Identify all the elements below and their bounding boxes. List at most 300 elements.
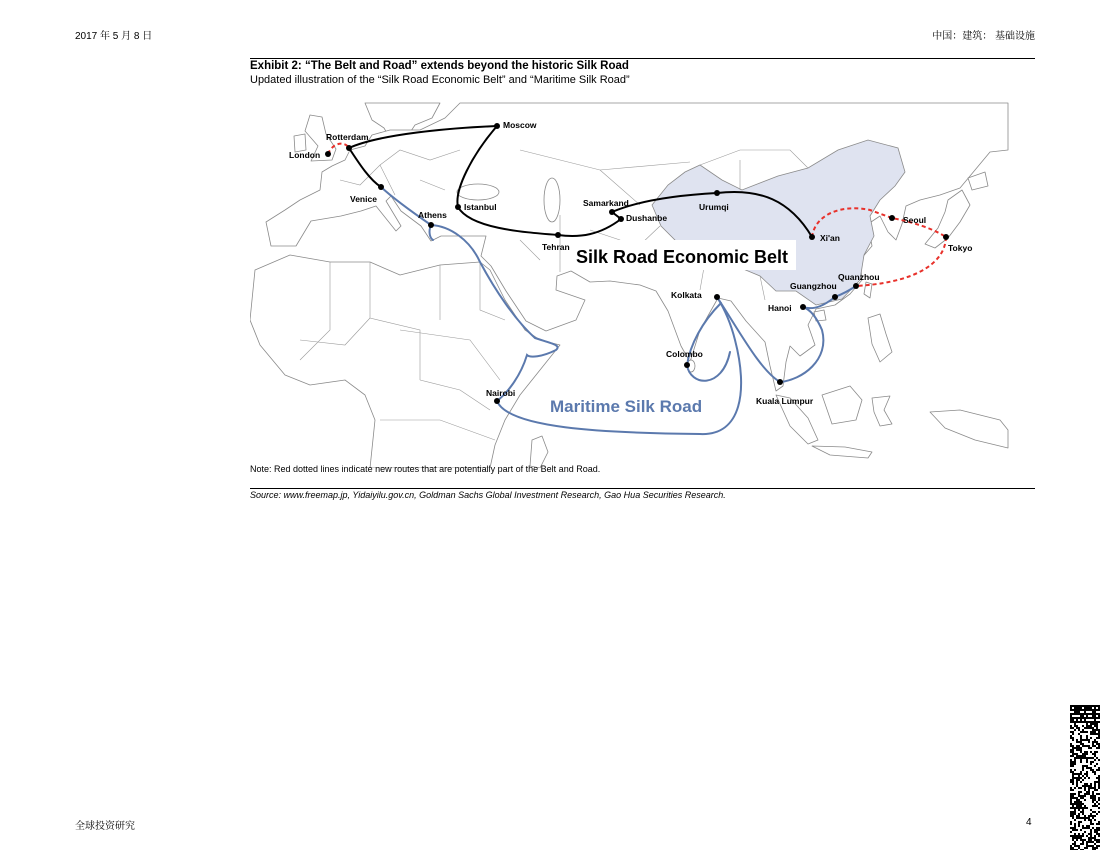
- qr-module: [1082, 725, 1084, 727]
- qr-module: [1076, 781, 1078, 783]
- page-number: 4: [1026, 817, 1032, 828]
- qr-module: [1080, 759, 1082, 761]
- qr-module: [1082, 739, 1084, 741]
- qr-module: [1078, 823, 1080, 825]
- qr-module: [1084, 819, 1086, 821]
- qr-module: [1080, 719, 1082, 721]
- qr-module: [1094, 811, 1096, 813]
- city-dot-samarkand: [609, 209, 615, 215]
- city-label-kolkata: Kolkata: [671, 290, 702, 300]
- qr-module: [1086, 753, 1088, 755]
- qr-module: [1086, 715, 1088, 717]
- qr-module: [1070, 715, 1072, 717]
- qr-module: [1096, 831, 1098, 833]
- qr-module: [1076, 745, 1078, 747]
- qr-module: [1084, 709, 1086, 711]
- qr-module: [1092, 717, 1094, 719]
- qr-module: [1076, 747, 1078, 749]
- qr-module: [1078, 795, 1080, 797]
- city-label-dushanbe: Dushanbe: [626, 213, 668, 223]
- qr-module: [1084, 807, 1086, 809]
- qr-module: [1096, 813, 1098, 815]
- qr-module: [1070, 705, 1072, 707]
- qr-module: [1084, 827, 1086, 829]
- qr-module: [1078, 709, 1080, 711]
- qr-module: [1090, 731, 1092, 733]
- qr-module: [1094, 709, 1096, 711]
- qr-module: [1072, 837, 1074, 839]
- qr-module: [1070, 751, 1072, 753]
- qr-module: [1076, 777, 1078, 779]
- qr-module: [1072, 815, 1074, 817]
- qr-module: [1072, 779, 1074, 781]
- qr-module: [1084, 751, 1086, 753]
- qr-module: [1080, 843, 1082, 845]
- qr-module: [1078, 727, 1080, 729]
- qr-module: [1094, 789, 1096, 791]
- qr-module: [1078, 729, 1080, 731]
- qr-module: [1088, 777, 1090, 779]
- maritime-silk-road-label: Maritime Silk Road: [550, 397, 703, 416]
- qr-module: [1074, 837, 1076, 839]
- qr-module: [1078, 837, 1080, 839]
- qr-module: [1084, 707, 1086, 709]
- qr-module: [1070, 761, 1072, 763]
- qr-module: [1070, 813, 1072, 815]
- qr-module: [1090, 785, 1092, 787]
- header-date: 2017 年 5 月 8 日: [75, 31, 153, 42]
- qr-module: [1092, 711, 1094, 713]
- qr-module: [1072, 803, 1074, 805]
- qr-code: [1070, 705, 1100, 850]
- qr-module: [1082, 807, 1084, 809]
- qr-module: [1070, 801, 1072, 803]
- qr-module: [1072, 813, 1074, 815]
- city-dot-nairobi: [494, 398, 500, 404]
- qr-module: [1072, 775, 1074, 777]
- qr-module: [1094, 803, 1096, 805]
- qr-module: [1082, 755, 1084, 757]
- qr-module: [1078, 775, 1080, 777]
- qr-module: [1080, 791, 1082, 793]
- qr-module: [1096, 801, 1098, 803]
- qr-module: [1088, 817, 1090, 819]
- qr-module: [1096, 713, 1098, 715]
- qr-module: [1080, 807, 1082, 809]
- qr-module: [1076, 713, 1078, 715]
- qr-module: [1072, 731, 1074, 733]
- qr-module: [1092, 799, 1094, 801]
- qr-module: [1092, 793, 1094, 795]
- qr-module: [1072, 719, 1074, 721]
- qr-module: [1072, 751, 1074, 753]
- qr-module: [1084, 805, 1086, 807]
- qr-module: [1072, 847, 1074, 849]
- qr-module: [1086, 783, 1088, 785]
- qr-module: [1080, 771, 1082, 773]
- qr-module: [1070, 787, 1072, 789]
- qr-module: [1080, 705, 1082, 707]
- qr-module: [1088, 827, 1090, 829]
- qr-module: [1092, 729, 1094, 731]
- qr-module: [1072, 829, 1074, 831]
- qr-module: [1090, 833, 1092, 835]
- qr-module: [1096, 769, 1098, 771]
- qr-module: [1096, 823, 1098, 825]
- qr-module: [1086, 825, 1088, 827]
- qr-module: [1072, 753, 1074, 755]
- qr-module: [1092, 791, 1094, 793]
- qr-module: [1074, 773, 1076, 775]
- qr-module: [1090, 809, 1092, 811]
- qr-module: [1088, 739, 1090, 741]
- qr-module: [1080, 743, 1082, 745]
- qr-module: [1092, 795, 1094, 797]
- qr-module: [1092, 713, 1094, 715]
- qr-module: [1094, 753, 1096, 755]
- qr-module: [1094, 781, 1096, 783]
- qr-module: [1094, 705, 1096, 707]
- qr-module: [1090, 841, 1092, 843]
- qr-module: [1088, 745, 1090, 747]
- qr-module: [1078, 793, 1080, 795]
- qr-module: [1090, 767, 1092, 769]
- qr-module: [1078, 741, 1080, 743]
- land-java: [812, 446, 872, 458]
- exhibit-title: Exhibit 2: “The Belt and Road” extends beyond the historic Silk Road: [250, 60, 629, 72]
- qr-module: [1080, 757, 1082, 759]
- qr-module: [1070, 725, 1072, 727]
- qr-module: [1070, 743, 1072, 745]
- qr-module: [1072, 839, 1074, 841]
- qr-module: [1096, 717, 1098, 719]
- city-dot-moscow: [494, 123, 500, 129]
- qr-module: [1078, 721, 1080, 723]
- qr-module: [1080, 797, 1082, 799]
- qr-module: [1070, 799, 1072, 801]
- qr-module: [1086, 785, 1088, 787]
- qr-module: [1094, 843, 1096, 845]
- land-new-guinea: [930, 410, 1008, 448]
- qr-module: [1070, 789, 1072, 791]
- qr-module: [1072, 755, 1074, 757]
- qr-module: [1070, 793, 1072, 795]
- qr-module: [1094, 837, 1096, 839]
- qr-module: [1080, 795, 1082, 797]
- qr-module: [1080, 761, 1082, 763]
- qr-module: [1094, 719, 1096, 721]
- qr-module: [1084, 753, 1086, 755]
- qr-module: [1082, 757, 1084, 759]
- qr-module: [1070, 795, 1072, 797]
- qr-module: [1090, 727, 1092, 729]
- qr-module: [1092, 771, 1094, 773]
- qr-module: [1078, 707, 1080, 709]
- qr-module: [1092, 753, 1094, 755]
- qr-module: [1074, 793, 1076, 795]
- qr-module: [1090, 783, 1092, 785]
- black-sea: [457, 184, 499, 200]
- qr-module: [1074, 827, 1076, 829]
- qr-module: [1088, 713, 1090, 715]
- qr-module: [1082, 767, 1084, 769]
- qr-module: [1086, 793, 1088, 795]
- qr-module: [1094, 819, 1096, 821]
- qr-module: [1074, 825, 1076, 827]
- qr-module: [1082, 705, 1084, 707]
- qr-module: [1076, 817, 1078, 819]
- qr-module: [1072, 713, 1074, 715]
- qr-module: [1078, 809, 1080, 811]
- qr-module: [1086, 745, 1088, 747]
- qr-module: [1080, 751, 1082, 753]
- qr-module: [1070, 759, 1072, 761]
- qr-module: [1096, 829, 1098, 831]
- qr-module: [1074, 813, 1076, 815]
- qr-module: [1076, 845, 1078, 847]
- qr-module: [1096, 737, 1098, 739]
- qr-module: [1086, 757, 1088, 759]
- qr-module: [1074, 759, 1076, 761]
- qr-module: [1086, 841, 1088, 843]
- qr-module: [1088, 725, 1090, 727]
- qr-module: [1084, 705, 1086, 707]
- qr-module: [1082, 809, 1084, 811]
- qr-module: [1082, 731, 1084, 733]
- qr-module: [1094, 741, 1096, 743]
- qr-module: [1084, 787, 1086, 789]
- qr-module: [1072, 781, 1074, 783]
- qr-module: [1070, 815, 1072, 817]
- qr-module: [1074, 801, 1076, 803]
- qr-module: [1084, 799, 1086, 801]
- qr-module: [1070, 797, 1072, 799]
- qr-module: [1070, 717, 1072, 719]
- belt-and-road-map: [250, 100, 1010, 468]
- qr-module: [1076, 805, 1078, 807]
- qr-module: [1076, 773, 1078, 775]
- qr-module: [1074, 711, 1076, 713]
- city-dot-quanzhou: [853, 283, 859, 289]
- city-label-samarkand: Samarkand: [583, 198, 629, 208]
- qr-module: [1094, 739, 1096, 741]
- qr-module: [1086, 775, 1088, 777]
- qr-module: [1092, 715, 1094, 717]
- qr-module: [1076, 755, 1078, 757]
- qr-module: [1088, 815, 1090, 817]
- qr-module: [1070, 721, 1072, 723]
- city-label-tokyo: Tokyo: [948, 243, 973, 253]
- qr-module: [1092, 815, 1094, 817]
- qr-module: [1094, 707, 1096, 709]
- qr-module: [1092, 705, 1094, 707]
- qr-module: [1072, 705, 1074, 707]
- qr-module: [1074, 753, 1076, 755]
- qr-module: [1078, 821, 1080, 823]
- qr-module: [1078, 711, 1080, 713]
- qr-module: [1092, 727, 1094, 729]
- qr-module: [1094, 797, 1096, 799]
- qr-module: [1070, 807, 1072, 809]
- qr-module: [1072, 835, 1074, 837]
- qr-module: [1092, 721, 1094, 723]
- city-label-athens: Athens: [418, 210, 447, 220]
- qr-module: [1076, 835, 1078, 837]
- city-dot-urumqi: [714, 190, 720, 196]
- qr-module: [1086, 771, 1088, 773]
- qr-module: [1096, 723, 1098, 725]
- qr-module: [1090, 747, 1092, 749]
- qr-module: [1072, 793, 1074, 795]
- qr-module: [1070, 709, 1072, 711]
- qr-module: [1096, 833, 1098, 835]
- qr-module: [1080, 829, 1082, 831]
- qr-module: [1072, 817, 1074, 819]
- qr-module: [1076, 757, 1078, 759]
- qr-module: [1074, 757, 1076, 759]
- qr-module: [1096, 705, 1098, 707]
- qr-module: [1082, 785, 1084, 787]
- qr-module: [1092, 743, 1094, 745]
- qr-module: [1076, 739, 1078, 741]
- qr-module: [1090, 813, 1092, 815]
- qr-module: [1076, 783, 1078, 785]
- exhibit-subtitle: Updated illustration of the “Silk Road Economic Belt” and “Maritime Silk Road”: [250, 74, 630, 86]
- qr-module: [1096, 839, 1098, 841]
- qr-module: [1094, 785, 1096, 787]
- qr-module: [1080, 747, 1082, 749]
- qr-module: [1070, 779, 1072, 781]
- qr-module: [1074, 845, 1076, 847]
- qr-module: [1074, 723, 1076, 725]
- qr-module: [1076, 727, 1078, 729]
- qr-module: [1076, 709, 1078, 711]
- qr-module: [1072, 811, 1074, 813]
- qr-module: [1078, 799, 1080, 801]
- qr-module: [1084, 773, 1086, 775]
- qr-module: [1078, 805, 1080, 807]
- qr-module: [1086, 807, 1088, 809]
- qr-module: [1072, 843, 1074, 845]
- qr-module: [1088, 717, 1090, 719]
- qr-module: [1086, 727, 1088, 729]
- qr-module: [1084, 777, 1086, 779]
- qr-module: [1084, 717, 1086, 719]
- caspian-sea: [544, 178, 560, 222]
- qr-module: [1070, 845, 1072, 847]
- qr-module: [1082, 729, 1084, 731]
- qr-module: [1088, 793, 1090, 795]
- qr-module: [1092, 841, 1094, 843]
- qr-module: [1090, 713, 1092, 715]
- qr-module: [1096, 751, 1098, 753]
- qr-module: [1084, 795, 1086, 797]
- city-dot-hanoi: [800, 304, 806, 310]
- qr-module: [1072, 749, 1074, 751]
- qr-module: [1084, 711, 1086, 713]
- qr-module: [1088, 757, 1090, 759]
- qr-module: [1096, 725, 1098, 727]
- qr-module: [1074, 705, 1076, 707]
- qr-module: [1078, 817, 1080, 819]
- qr-module: [1088, 721, 1090, 723]
- qr-module: [1082, 765, 1084, 767]
- qr-module: [1092, 797, 1094, 799]
- qr-module: [1094, 723, 1096, 725]
- qr-module: [1086, 717, 1088, 719]
- qr-module: [1080, 821, 1082, 823]
- qr-module: [1086, 725, 1088, 727]
- qr-module: [1070, 755, 1072, 757]
- qr-module: [1082, 743, 1084, 745]
- qr-module: [1092, 757, 1094, 759]
- qr-module: [1088, 825, 1090, 827]
- qr-module: [1074, 709, 1076, 711]
- qr-module: [1082, 811, 1084, 813]
- city-label-istanbul: Istanbul: [464, 202, 497, 212]
- qr-module: [1082, 833, 1084, 835]
- city-label-kuala-lumpur: Kuala Lumpur: [756, 396, 814, 406]
- qr-module: [1088, 841, 1090, 843]
- qr-module: [1080, 715, 1082, 717]
- qr-module: [1082, 843, 1084, 845]
- qr-module: [1088, 833, 1090, 835]
- qr-module: [1092, 845, 1094, 847]
- qr-module: [1096, 805, 1098, 807]
- qr-module: [1080, 811, 1082, 813]
- qr-module: [1090, 845, 1092, 847]
- qr-module: [1074, 713, 1076, 715]
- qr-module: [1090, 763, 1092, 765]
- qr-module: [1072, 709, 1074, 711]
- qr-module: [1096, 847, 1098, 849]
- qr-module: [1084, 847, 1086, 849]
- qr-module: [1078, 755, 1080, 757]
- qr-module: [1086, 767, 1088, 769]
- city-dot-athens: [428, 222, 434, 228]
- qr-module: [1090, 733, 1092, 735]
- city-dot-tehran: [555, 232, 561, 238]
- qr-module: [1090, 831, 1092, 833]
- qr-module: [1094, 831, 1096, 833]
- qr-module: [1084, 815, 1086, 817]
- city-dot-london: [325, 151, 331, 157]
- qr-module: [1086, 847, 1088, 849]
- qr-module: [1080, 749, 1082, 751]
- qr-module: [1096, 777, 1098, 779]
- qr-module: [1076, 829, 1078, 831]
- qr-module: [1090, 837, 1092, 839]
- qr-module: [1096, 827, 1098, 829]
- qr-module: [1074, 809, 1076, 811]
- qr-module: [1070, 827, 1072, 829]
- qr-module: [1070, 821, 1072, 823]
- qr-module: [1082, 813, 1084, 815]
- city-label-london: London: [289, 150, 321, 160]
- qr-module: [1092, 733, 1094, 735]
- qr-module: [1096, 763, 1098, 765]
- qr-module: [1076, 785, 1078, 787]
- qr-module: [1092, 847, 1094, 849]
- qr-module: [1092, 787, 1094, 789]
- qr-module: [1076, 711, 1078, 713]
- city-dot-istanbul: [455, 204, 461, 210]
- qr-module: [1082, 715, 1084, 717]
- qr-module: [1078, 705, 1080, 707]
- qr-module: [1082, 779, 1084, 781]
- qr-module: [1080, 781, 1082, 783]
- qr-module: [1076, 779, 1078, 781]
